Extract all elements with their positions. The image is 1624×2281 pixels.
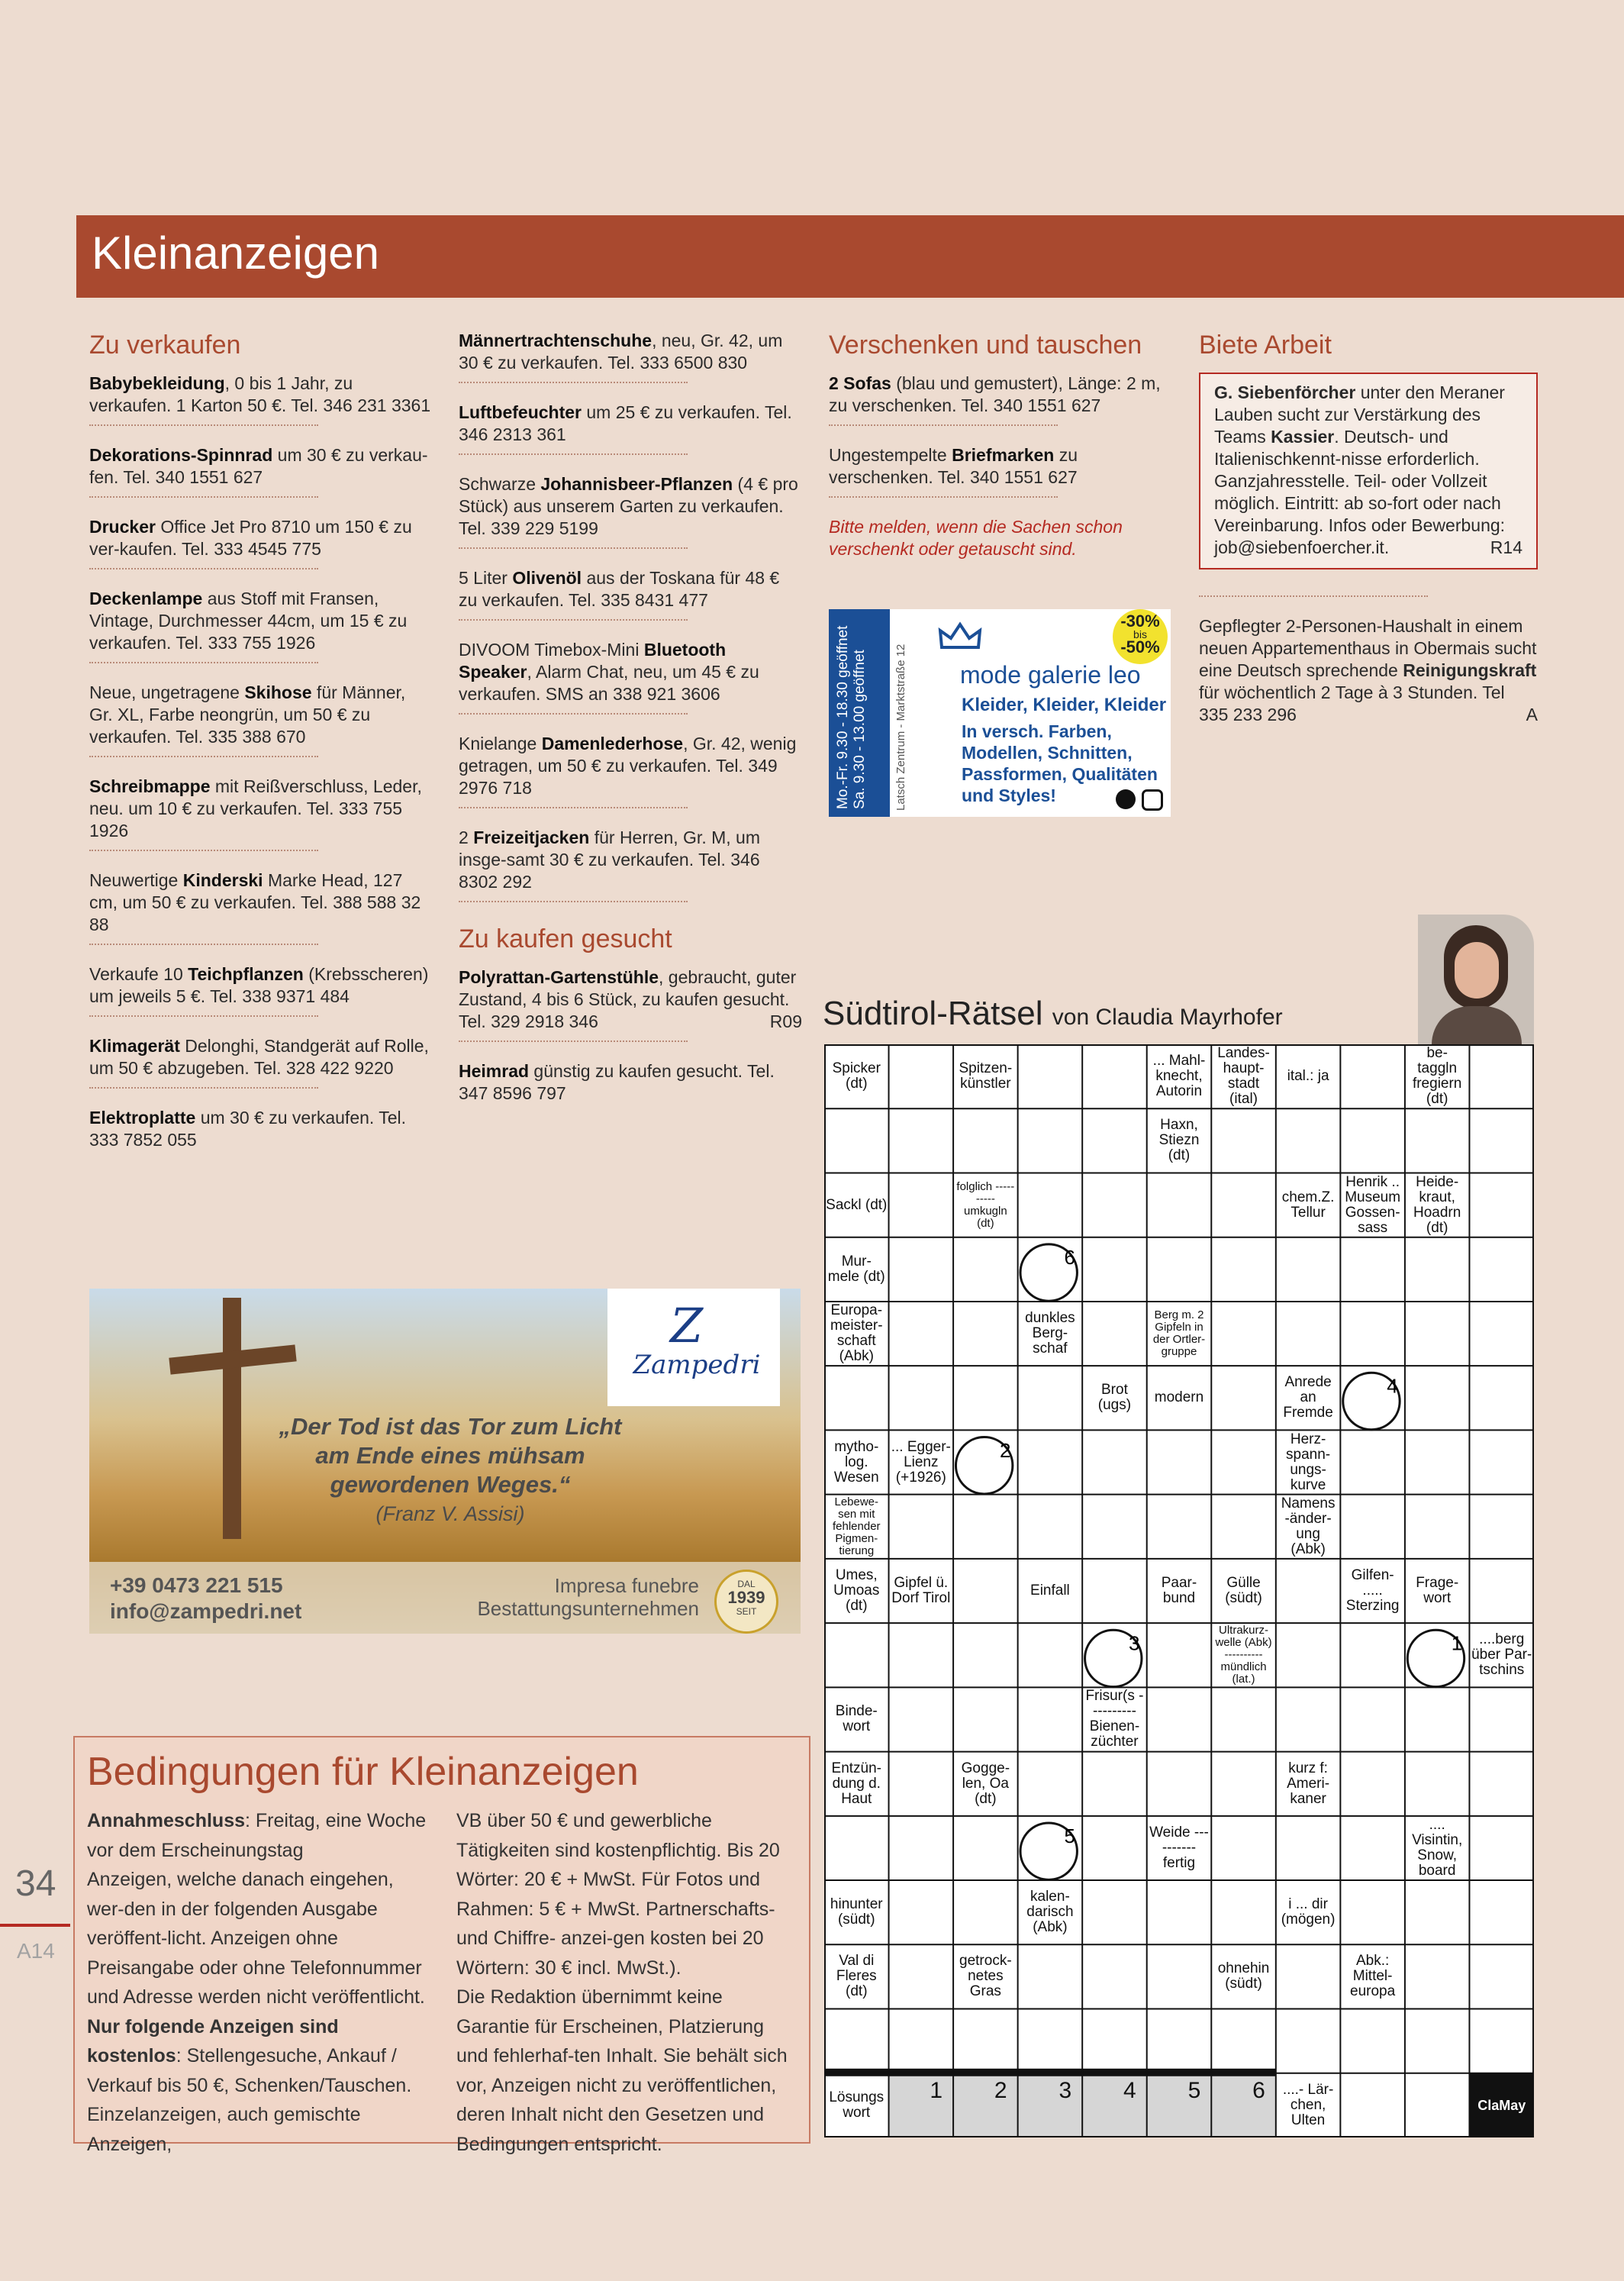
clue-cell: Binde- wort (835, 1703, 878, 1735)
clue-cell: Spicker (dt) (832, 1060, 881, 1092)
separator (89, 756, 318, 757)
clue-cell: Landes- haupt- stadt (ital) (1217, 1046, 1270, 1108)
clue-cell: Gipfel ü. Dorf Tirol (891, 1574, 951, 1606)
clue-cell: kurz f: Ameri- kaner (1287, 1760, 1330, 1807)
conditions-col2: VB über 50 € und gewerbliche Tätigkeiten sind kostenpflichtig. Bis 20 Wörter: 20 € + MwSt. Für Fotos und Rahmen: 5 € + MwSt. Partnerschafts- und Chiffre- anzei-gen kosten bei 20 Wörtern: 30 € incl. MwSt.). Die Redaktion übernimmt keine Garantie für Erscheinen, Platzierung und fehlerhaf-ten Inhalt. Sie behält sich vor, Anzeigen nicht zu veröffentlichen, deren Inhalt nicht den Gesetzen und Bedingungen entspricht. (456, 1810, 788, 2155)
conditions-col1: Annahmeschluss: Freitag, eine Woche vor dem Erscheinungstag Anzeigen, welche danach eingehen, wer-den in der folgenden Ausgabe veröffent-licht. Anzeigen ohne Preisangabe oder ohne Telefonnummer und Adresse werden nicht veröffentlicht. Nur folgende Anzeigen sind kostenlos: Stellengesuche, Ankauf / Verkauf bis 50 €, Schenken/Tauschen. Einzelanzeigen, auch gemischte Anzeigen, (87, 1810, 427, 2155)
classified-ad: Männertrachtenschuhe, neu, Gr. 42, um 30 € zu verkaufen. Tel. 333 6500 830 (459, 331, 783, 373)
clue-cell: Anrede an Fremde (1283, 1374, 1333, 1421)
clue-cell: Umes, Umoas (dt) (833, 1566, 880, 1614)
clue-cell: kalen- darisch (Abk) (1026, 1889, 1074, 1936)
email[interactable]: info@zampedri.net (110, 1599, 302, 1623)
zampedri-brand: Zampedri (633, 1350, 761, 1380)
ad-list (829, 373, 1172, 498)
classified-ad: 5 Liter Olivenöl aus der Toskana für 48 € zu verkaufen. Tel. 335 8431 477 (459, 568, 780, 610)
ad-list (89, 373, 433, 1151)
circle-number: 2 (999, 1438, 1011, 1462)
ad-code: R09 (769, 1011, 802, 1031)
hours-saturday: Sa. 9.30 - 13.00 geöffnet (852, 650, 868, 809)
classified-ad: Verkaufe 10 Teichpflanzen (Krebsscheren) um jeweils 5 €. Tel. 338 9371 484 (89, 964, 429, 1006)
col-zu-verkaufen-1 (89, 328, 433, 1151)
clue-cell: Einfall (1030, 1582, 1070, 1599)
facebook-icon[interactable] (1116, 789, 1136, 809)
separator (459, 807, 688, 808)
clue-cell: Heide- kraut, Hoadrn (dt) (1413, 1174, 1461, 1236)
col-biete-arbeit (1199, 328, 1538, 726)
ad-address: Latsch Zentrum - Marktstraße 12 (894, 644, 907, 811)
cross-vertical (223, 1298, 241, 1539)
job-ad-siebenfoercher: G. Siebenförcher unter den Meraner Lauben sucht zur Verstärkung des Teams Kassier. Deutsch- und Italienischkennt-nisse erforderlich. Ganzjahresstelle. Teil- oder Vollzeit möglich. Eintritt: ab so-fort oder nach Vereinbarung. Infos oder Bewerbung: job@siebenfoercher.it. R14 (1199, 373, 1538, 569)
clue-cell: Gogge- len, Oa (dt) (961, 1760, 1010, 1807)
separator (89, 424, 318, 426)
mode-text: In versch. Farben, Modellen, Schnitten, Passformen, Qualitäten und Styles! (962, 721, 1158, 805)
clue-cell: Weide ---------- fertig (1149, 1824, 1209, 1871)
phone[interactable]: +39 0473 221 515 (110, 1573, 283, 1597)
solution-number: 3 (1058, 2077, 1072, 2103)
classified-ad: Babybekleidung, 0 bis 1 Jahr, zu verkaufen. 1 Karton 50 €. Tel. 346 231 3361 (89, 373, 431, 415)
classified-ad: Klimagerät Delonghi, Standgerät auf Rolle, um 50 € abzugeben. Tel. 328 422 9220 (89, 1036, 429, 1078)
section-title: Kleinanzeigen (92, 227, 379, 279)
classified-ad: Neuwertige Kinderski Marke Head, 127 cm, um 50 € zu verkaufen. Tel. 388 588 32 88 (89, 870, 421, 934)
clue-cell: Ultrakurz- welle (Abk) ---------- mündlich (lat.) (1215, 1624, 1272, 1686)
separator (459, 619, 688, 621)
hours-weekday: Mo.-Fr. 9.30 - 18.30 geöffnet (835, 625, 851, 809)
verschenken-note: Bitte melden, wenn die Sachen schon verschenkt oder getauscht sind. (829, 517, 1123, 559)
page-marker (0, 1924, 70, 1927)
classified-ad: Drucker Office Jet Pro 8710 um 150 € zu ver-kaufen. Tel. 333 4545 775 (89, 517, 412, 559)
clue-cell: getrock- netes Gras (959, 1953, 1012, 2000)
separator (89, 1015, 318, 1017)
clue-cell: modern (1154, 1389, 1204, 1406)
clue-cell: Haxn, Stiezn (dt) (1158, 1117, 1200, 1164)
classified-ad: 2 Freizeitjacken für Herren, Gr. M, um insge-samt 30 € zu verkaufen. Tel. 346 8302 292 (459, 828, 760, 892)
clue-cell: folglich ---------- umkugln (dt) (956, 1179, 1015, 1230)
author-photo (1418, 915, 1534, 1046)
col-zu-verkaufen-2 (459, 330, 802, 1105)
heading-biete-arbeit: Biete Arbeit (1199, 331, 1332, 360)
separator (89, 944, 318, 945)
clue-cell: Namens -änder- ung (Abk) (1281, 1495, 1336, 1557)
since-1939-badge: DAL 1939 SEIT (714, 1570, 778, 1634)
clue-cell: ....- Lär- chen, Ulten (1282, 2081, 1334, 2128)
raetsel-brand: ClaMay (1477, 2097, 1526, 2113)
separator (89, 850, 318, 851)
clue-cell: Lebewe- sen mit fehlender Pigmen- tierung (832, 1495, 881, 1557)
circle-number: 6 (1064, 1246, 1075, 1270)
clue-cell: .... Visintin, Snow, board (1412, 1817, 1463, 1879)
classified-ad: Deckenlampe aus Stoff mit Fransen, Vintage, Durchmesser 44cm, um 15 € zu verkaufen. Tel. 333 755 1926 (89, 589, 408, 653)
clue-cell: chem.Z. Tellur (1281, 1189, 1335, 1221)
zampedri-monogram: Z (670, 1298, 704, 1353)
separator (459, 1040, 688, 1042)
crossword-grid (824, 1044, 1534, 2137)
conditions-title: Bedingungen für Kleinanzeigen (87, 1750, 639, 1794)
clue-cell: Henrik .. Museum Gossen- sass (1345, 1174, 1401, 1236)
classified-ad: Knielange Damenlederhose, Gr. 42, wenig getragen, um 50 € zu verkaufen. Tel. 349 2976 718 (459, 734, 797, 798)
separator (459, 547, 688, 549)
clue-cell: Brot (ugs) (1097, 1382, 1132, 1414)
clue-cell: Gilfen- ..... Sterzing (1345, 1566, 1400, 1614)
clue-cell: Frage- wort (1416, 1574, 1459, 1606)
separator (459, 713, 688, 715)
clue-cell: Entzün- dung d. Haut (831, 1760, 881, 1807)
solution-number: 6 (1252, 2077, 1265, 2103)
clue-cell: Europa- meister- schaft (Abk) (830, 1302, 883, 1365)
instagram-icon[interactable] (1142, 789, 1163, 811)
separator (1199, 595, 1428, 597)
page-code: A14 (17, 1939, 55, 1963)
classified-ad: Dekorations-Spinnrad um 30 € zu verkau-fen. Tel. 340 1551 627 (89, 445, 428, 487)
solution-number: 2 (994, 2077, 1007, 2103)
opening-hours (829, 609, 890, 817)
clue-cell: dunkles Berg- schaf (1025, 1310, 1075, 1357)
clue-cell: Herz- spann- ungs- kurve (1286, 1431, 1331, 1493)
clue-cell: Gülle (südt) (1225, 1574, 1262, 1606)
separator (459, 901, 688, 902)
circle-number: 5 (1064, 1824, 1075, 1848)
classified-ad: Elektroplatte um 30 € zu verkaufen. Tel. 333 7852 055 (89, 1108, 407, 1150)
separator (829, 424, 1058, 426)
separator (89, 1087, 318, 1089)
heading-verschenken: Verschenken und tauschen (829, 331, 1142, 360)
classified-ad: Polyrattan-Gartenstühle, gebraucht, guter Zustand, 4 bis 6 Stück, zu kaufen gesucht. Tel. 329 2918 346 R09 (459, 967, 802, 1031)
separator (89, 496, 318, 498)
zampedri-contact (110, 1573, 301, 1624)
heading-zu-verkaufen: Zu verkaufen (89, 331, 241, 360)
heading-zu-kaufen: Zu kaufen gesucht (459, 924, 672, 953)
clue-cell: i ... dir (mögen) (1281, 1896, 1336, 1928)
classified-ad: DIVOOM Timebox-Mini Bluetooth Speaker, Alarm Chat, neu, um 45 € zu verkaufen. SMS an 338 921 3606 (459, 640, 759, 704)
circle-number: 3 (1129, 1631, 1140, 1655)
separator (829, 496, 1058, 498)
clue-cell: Val di Fleres (dt) (836, 1953, 877, 2000)
clue-cell: ... Mahl- knecht, Autorin (1152, 1053, 1206, 1100)
solution-number: 5 (1187, 2077, 1201, 2103)
separator (459, 382, 688, 383)
ad-code: R14 (1490, 537, 1522, 557)
ad-list (459, 966, 802, 1105)
circle-number: 1 (1451, 1631, 1463, 1655)
classified-ad: Schwarze Johannisbeer-Pflanzen (4 € pro Stück) aus unserem Garten zu verkaufen. Tel. 339 229 5199 (459, 474, 798, 538)
raetsel-title: Südtirol-Rätsel von Claudia Mayrhofer (823, 995, 1283, 1032)
page-number: 34 (15, 1863, 56, 1904)
clue-cell: mytho- log. Wesen (833, 1438, 879, 1486)
classified-ad: Luftbefeuchter um 25 € zu verkaufen. Tel. 346 2313 361 (459, 402, 792, 444)
ad-list (459, 330, 802, 902)
clue-cell: ohnehin (südt) (1217, 1960, 1270, 1992)
clue-cell: ital.: ja (1287, 1068, 1329, 1085)
separator (459, 453, 688, 455)
classified-ad: Neue, ungetragene Skihose für Männer, Gr. XL, Farbe neongrün, um 50 € zu verkaufen. Tel. 335 388 670 (89, 682, 406, 747)
clue-cell: be- taggln fregiern (dt) (1412, 1046, 1462, 1108)
clue-cell: Berg m. 2 Gipfeln in der Ortler- gruppe (1152, 1308, 1206, 1359)
clue-cell: Paar- bund (1161, 1574, 1197, 1606)
crown-icon (937, 621, 983, 652)
separator (89, 662, 318, 663)
clue-cell: ... Egger- Lienz (+1926) (891, 1438, 951, 1486)
clue-cell: Frisur(s ---------- Bienen- züchter (1085, 1689, 1144, 1750)
clue-cell: Mur- mele (dt) (827, 1253, 885, 1285)
clue-cell: ....berg über Par- tschins (1471, 1631, 1532, 1679)
classified-ad: 2 Sofas (blau und gemustert), Länge: 2 m, zu verschenken. Tel. 340 1551 627 (829, 373, 1161, 415)
classified-ad: Schreibmappe mit Reißverschluss, Leder, neu. um 10 € zu verkaufen. Tel. 333 755 1926 (89, 776, 422, 840)
solution-number: 1 (930, 2077, 943, 2103)
col-verschenken (829, 328, 1172, 560)
clue-cell: Sackl (dt) (826, 1196, 888, 1213)
classified-ad: Heimrad günstig zu kaufen gesucht. Tel. 347 8596 797 (459, 1061, 775, 1103)
clue-cell: hinunter (südt) (830, 1896, 883, 1928)
circle-number: 4 (1387, 1374, 1398, 1398)
zampedri-quote: „Der Tod ist das Tor zum Licht am Ende eines mühsam gewordenen Weges.“ (Franz V. Assisi) (279, 1413, 622, 1525)
solution-number: 4 (1123, 2077, 1136, 2103)
clue-cell: Spitzen- künstler (959, 1060, 1013, 1092)
clue-cell: Abk.: Mittel- europa (1350, 1953, 1396, 2000)
solution-label: Lösungs wort (829, 2089, 884, 2121)
discount-badge: -30% bis -50% (1113, 609, 1168, 664)
job-ad-reinigung: Gepflegter 2-Personen-Haushalt in einem neuen Appartementhaus in Obermais sucht eine Deutsch sprechende Reinigungskraft für wöchentlich 2 Tage à 3 Stunden. Tel 335 233 296 A (1199, 616, 1538, 724)
mode-brand-name: mode galerie leo (960, 661, 1141, 689)
ad-code: A (1526, 705, 1538, 724)
classified-ad: Ungestempelte Briefmarken zu verschenken. Tel. 340 1551 627 (829, 445, 1078, 487)
zampedri-type: Impresa funebre Bestattungsunternehmen (477, 1574, 699, 1620)
mode-slogan: Kleider, Kleider, Kleider (962, 695, 1167, 715)
separator (89, 568, 318, 569)
